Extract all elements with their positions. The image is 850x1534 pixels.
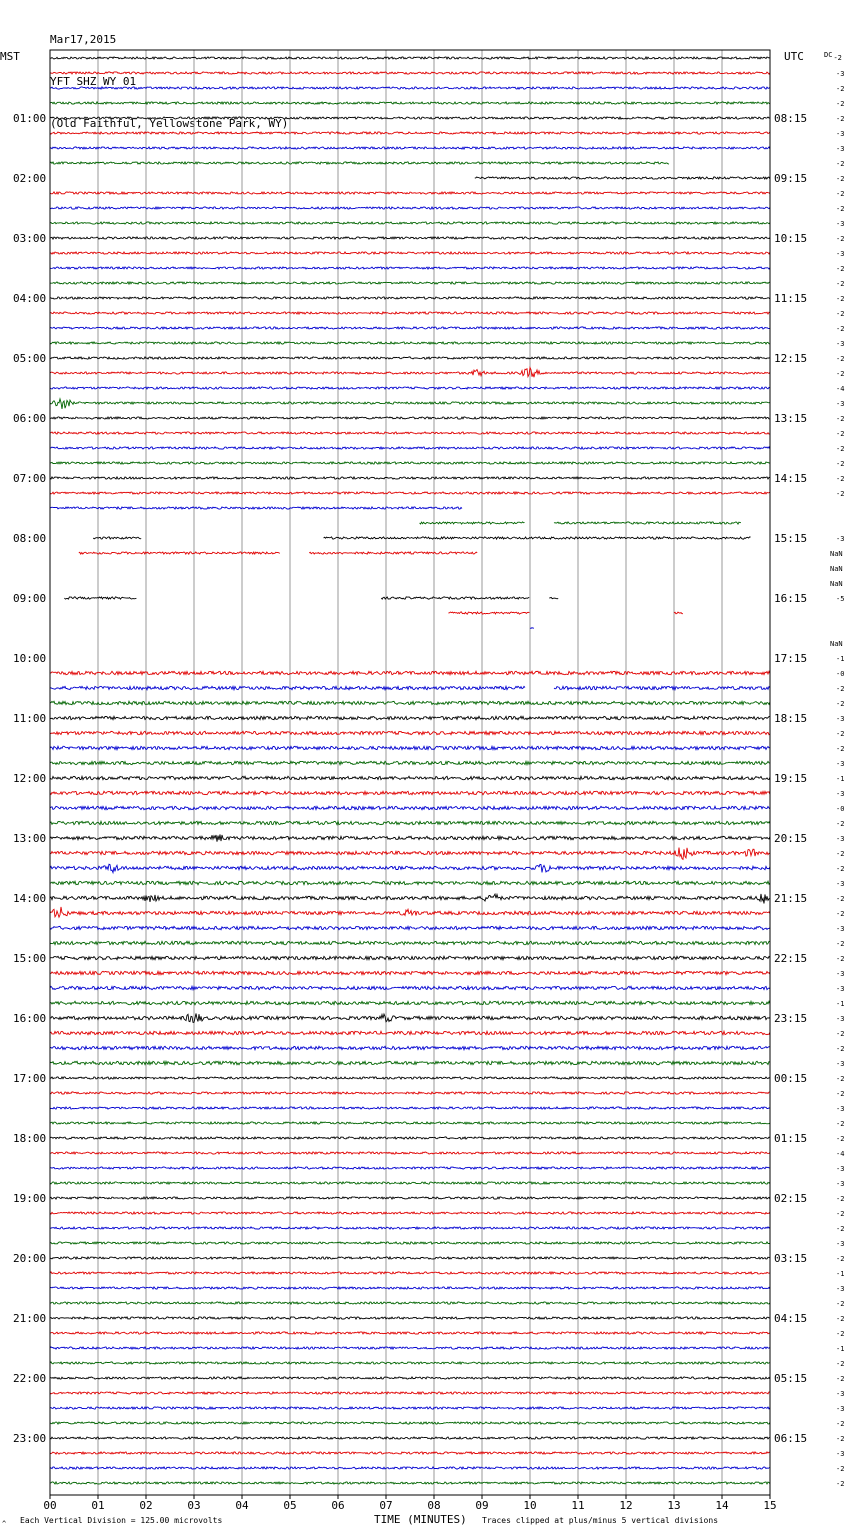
trace-segment bbox=[50, 731, 770, 734]
trace-segment bbox=[50, 971, 770, 974]
trace-segment bbox=[50, 87, 770, 89]
station-location: (Old Faithful, Yellowstone Park, WY) bbox=[50, 117, 289, 130]
plot-date: Mar17,2015 bbox=[50, 33, 117, 46]
trace-segment bbox=[50, 1242, 770, 1244]
row-offset-value: -2 bbox=[836, 1075, 845, 1083]
trace-segment bbox=[50, 342, 770, 344]
row-offset-value: -2 bbox=[836, 115, 845, 123]
trace-segment bbox=[50, 1137, 770, 1139]
row-offset-value: -2 bbox=[836, 940, 845, 948]
trace-segment bbox=[50, 492, 770, 494]
trace-segment bbox=[50, 417, 770, 419]
row-offset-value: NaN bbox=[830, 640, 843, 648]
row-offset-value: -2 bbox=[836, 700, 845, 708]
trace-segment bbox=[50, 312, 770, 314]
row-offset-value: -3 bbox=[836, 1105, 845, 1113]
x-tick-label: 02 bbox=[139, 1499, 153, 1512]
utc-hour-label: 15:15 bbox=[774, 532, 808, 545]
utc-hour-label: 09:15 bbox=[774, 172, 808, 185]
trace-segment bbox=[50, 746, 770, 749]
mst-hour-label: 18:00 bbox=[13, 1132, 47, 1145]
row-offset-value: -2 bbox=[836, 445, 845, 453]
utc-hour-label: 20:15 bbox=[774, 832, 808, 845]
row-offset-value: -2 bbox=[836, 1135, 845, 1143]
trace-segment bbox=[50, 1001, 770, 1004]
row-offset-value: -3 bbox=[836, 130, 845, 138]
row-offset-value: -3 bbox=[836, 1450, 845, 1458]
row-offset-value: -3 bbox=[836, 145, 845, 153]
row-offset-value: -3 bbox=[836, 760, 845, 768]
trace-segment bbox=[50, 821, 770, 824]
trace-segment bbox=[50, 894, 770, 904]
trace-segment bbox=[50, 282, 770, 284]
row-offset-value: NaN bbox=[830, 580, 843, 588]
x-tick-label: 10 bbox=[523, 1499, 537, 1512]
utc-hour-label: 11:15 bbox=[774, 292, 808, 305]
utc-hour-label: 05:15 bbox=[774, 1372, 808, 1385]
trace-segment bbox=[50, 686, 525, 689]
trace-segment bbox=[50, 1302, 770, 1304]
mst-hour-label: 21:00 bbox=[13, 1312, 47, 1325]
trace-segment bbox=[50, 1061, 770, 1064]
row-offset-value: -2 bbox=[836, 1030, 845, 1038]
row-offset-value: -3 bbox=[836, 70, 845, 78]
trace-segment bbox=[381, 597, 529, 599]
row-offset-value: -2 bbox=[836, 475, 845, 483]
plot-frame bbox=[50, 50, 770, 1495]
trace-segment bbox=[674, 612, 683, 614]
trace-segment bbox=[50, 1392, 770, 1394]
row-offset-value: -3 bbox=[836, 220, 845, 228]
trace-segment bbox=[50, 956, 770, 959]
trace-segment bbox=[50, 1422, 770, 1424]
trace-segment bbox=[50, 834, 770, 841]
trace-segment bbox=[50, 1014, 770, 1023]
utc-hour-label: 23:15 bbox=[774, 1012, 808, 1025]
row-offset-value: -3 bbox=[836, 880, 845, 888]
x-tick-label: 09 bbox=[475, 1499, 489, 1512]
trace-segment bbox=[50, 864, 770, 872]
row-offset-value: -2 bbox=[836, 1330, 845, 1338]
right-timezone-label: UTC bbox=[784, 50, 804, 63]
trace-segment bbox=[554, 522, 741, 524]
trace-segment bbox=[50, 907, 770, 917]
trace-segment bbox=[50, 1362, 770, 1364]
row-offset-value: -2 bbox=[836, 430, 845, 438]
row-offset-value: -2 bbox=[836, 235, 845, 243]
trace-segment bbox=[50, 297, 770, 299]
trace-segment bbox=[50, 1482, 770, 1484]
row-offset-value: -2 bbox=[836, 85, 845, 93]
row-offset-value: -2 bbox=[836, 490, 845, 498]
mst-hour-label: 16:00 bbox=[13, 1012, 47, 1025]
trace-segment bbox=[50, 207, 770, 209]
trace-segment bbox=[50, 1452, 770, 1454]
trace-segment bbox=[50, 941, 770, 944]
mst-hour-label: 01:00 bbox=[13, 112, 47, 125]
trace-segment bbox=[50, 716, 770, 719]
vertical-division-note: Each Vertical Division = 125.00 microvolts bbox=[20, 1516, 223, 1525]
row-offset-value: -5 bbox=[836, 595, 845, 603]
utc-hour-label: 06:15 bbox=[774, 1432, 808, 1445]
row-offset-value: -3 bbox=[836, 925, 845, 933]
row-offset-value: -3 bbox=[836, 1240, 845, 1248]
row-offset-value: -1 bbox=[836, 1345, 845, 1353]
mst-hour-label: 22:00 bbox=[13, 1372, 47, 1385]
mst-hour-label: 20:00 bbox=[13, 1252, 47, 1265]
row-offset-value: -2 bbox=[836, 865, 845, 873]
trace-segment bbox=[50, 1317, 770, 1319]
row-offset-value: -2 bbox=[836, 730, 845, 738]
row-offset-value: -0 bbox=[836, 805, 845, 813]
trace-segment bbox=[50, 387, 770, 389]
trace-segment bbox=[50, 926, 770, 929]
mst-hour-label: 13:00 bbox=[13, 832, 47, 845]
row-offset-value: -2 bbox=[836, 280, 845, 288]
trace-segment bbox=[93, 537, 141, 539]
row-offset-value: -2 bbox=[836, 190, 845, 198]
trace-segment bbox=[50, 432, 770, 434]
x-tick-label: 07 bbox=[379, 1499, 393, 1512]
row-offset-value: -2 bbox=[836, 325, 845, 333]
row-offset-value: -2 bbox=[836, 160, 845, 168]
trace-segment bbox=[50, 267, 770, 269]
utc-hour-label: 01:15 bbox=[774, 1132, 808, 1145]
row-offset-value: -2 bbox=[836, 295, 845, 303]
utc-hour-label: 18:15 bbox=[774, 712, 808, 725]
utc-hour-label: 14:15 bbox=[774, 472, 808, 485]
row-offset-value: -2 bbox=[836, 1045, 845, 1053]
trace-segment bbox=[64, 597, 136, 599]
trace-segment bbox=[50, 1347, 770, 1349]
trace-segment bbox=[475, 177, 770, 179]
trace-segment bbox=[50, 399, 770, 409]
trace-segment bbox=[50, 477, 770, 479]
row-offset-value: -0 bbox=[836, 670, 845, 678]
x-tick-label: 12 bbox=[619, 1499, 633, 1512]
row-offset-value: -2 bbox=[836, 1420, 845, 1428]
utc-hour-label: 08:15 bbox=[774, 112, 808, 125]
utc-hour-label: 02:15 bbox=[774, 1192, 808, 1205]
row-offset-value: -3 bbox=[836, 1390, 845, 1398]
row-offset-value: -2 bbox=[836, 310, 845, 318]
trace-segment bbox=[50, 881, 770, 884]
utc-hour-label: 00:15 bbox=[774, 1072, 808, 1085]
utc-hour-label: 21:15 bbox=[774, 892, 808, 905]
trace-segment bbox=[50, 986, 770, 989]
trace-segment bbox=[50, 1287, 770, 1289]
trace-rows bbox=[50, 57, 770, 1484]
mst-hour-label: 06:00 bbox=[13, 412, 47, 425]
row-offset-value: -3 bbox=[836, 985, 845, 993]
trace-segment bbox=[50, 507, 462, 509]
mst-hour-label: 07:00 bbox=[13, 472, 47, 485]
trace-segment bbox=[50, 357, 770, 359]
trace-segment bbox=[50, 1407, 770, 1409]
trace-segment bbox=[549, 597, 558, 598]
trace-segment bbox=[50, 806, 770, 809]
row-offset-value: -2 bbox=[836, 265, 845, 273]
trace-segment bbox=[50, 102, 770, 104]
trace-segment bbox=[50, 447, 770, 449]
trace-segment bbox=[50, 1257, 770, 1259]
row-offset-value: -2 bbox=[836, 955, 845, 963]
row-offset-value: -3 bbox=[836, 1015, 845, 1023]
utc-hour-label: 16:15 bbox=[774, 592, 808, 605]
trace-segment bbox=[50, 1182, 770, 1184]
trace-segment bbox=[50, 1437, 770, 1439]
x-tick-label: 06 bbox=[331, 1499, 345, 1512]
trace-segment bbox=[50, 1227, 770, 1229]
x-tick-label: 13 bbox=[667, 1499, 681, 1512]
row-offset-value: -2 bbox=[836, 820, 845, 828]
x-tick-label: 00 bbox=[43, 1499, 57, 1512]
trace-segment bbox=[50, 1107, 770, 1109]
row-offset-value: -2 bbox=[836, 205, 845, 213]
trace-segment bbox=[50, 1122, 770, 1124]
trace-segment bbox=[50, 761, 770, 764]
x-axis-title: TIME (MINUTES) bbox=[374, 1513, 467, 1526]
utc-hour-label: 22:15 bbox=[774, 952, 808, 965]
trace-segment bbox=[50, 147, 770, 149]
trace-segment bbox=[50, 327, 770, 329]
trace-segment bbox=[530, 628, 534, 629]
trace-segment bbox=[554, 686, 770, 689]
utc-hour-label: 17:15 bbox=[774, 652, 808, 665]
x-tick-label: 03 bbox=[187, 1499, 201, 1512]
row-offset-value: -1 bbox=[836, 1270, 845, 1278]
row-offset-value: -3 bbox=[836, 535, 845, 543]
x-tick-label: 14 bbox=[715, 1499, 729, 1512]
row-offset-value: -2 bbox=[836, 1225, 845, 1233]
row-offset-value: -3 bbox=[836, 1285, 845, 1293]
mst-hour-label: 14:00 bbox=[13, 892, 47, 905]
trace-segment bbox=[50, 848, 770, 860]
x-tick-label: 11 bbox=[571, 1499, 585, 1512]
trace-segment bbox=[50, 1046, 770, 1049]
row-offset-value: -3 bbox=[836, 835, 845, 843]
row-offset-value: -2 bbox=[836, 910, 845, 918]
mst-hour-label: 10:00 bbox=[13, 652, 47, 665]
row-offset-value: -3 bbox=[836, 970, 845, 978]
mst-hour-label: 17:00 bbox=[13, 1072, 47, 1085]
row-offset-value: -2 bbox=[836, 1315, 845, 1323]
trace-segment bbox=[50, 791, 770, 794]
trace-segment bbox=[50, 462, 770, 464]
x-tick-label: 15 bbox=[763, 1499, 777, 1512]
row-offset-value: -2 bbox=[836, 415, 845, 423]
trace-segment bbox=[50, 72, 770, 74]
trace-segment bbox=[50, 1332, 770, 1334]
row-offset-value: -3 bbox=[836, 250, 845, 258]
row-offset-value: -2 bbox=[836, 1465, 845, 1473]
row-offset-value: -2 bbox=[836, 175, 845, 183]
row-offset-value: -2 bbox=[836, 1375, 845, 1383]
left-timezone-label: MST bbox=[0, 50, 20, 63]
trace-segment bbox=[324, 537, 751, 539]
trace-segment bbox=[50, 1197, 770, 1199]
trace-segment bbox=[50, 701, 770, 704]
mst-hour-label: 08:00 bbox=[13, 532, 47, 545]
row-offset-value: -2 bbox=[836, 1090, 845, 1098]
mst-hour-label: 02:00 bbox=[13, 172, 47, 185]
minute-gridlines bbox=[50, 50, 770, 1495]
mst-hour-label: 15:00 bbox=[13, 952, 47, 965]
row-offset-value: -3 bbox=[836, 1180, 845, 1188]
mst-hour-label: 19:00 bbox=[13, 1192, 47, 1205]
trace-segment bbox=[50, 1152, 770, 1154]
trace-segment bbox=[50, 1092, 770, 1094]
trace-segment bbox=[50, 1467, 770, 1469]
mst-hour-label: 11:00 bbox=[13, 712, 47, 725]
row-offset-value: -2 bbox=[836, 1195, 845, 1203]
mst-hour-label: 09:00 bbox=[13, 592, 47, 605]
row-offset-value: -1 bbox=[836, 655, 845, 663]
trace-segment bbox=[50, 222, 770, 224]
row-offset-value: -3 bbox=[836, 1165, 845, 1173]
row-offset-value: -1 bbox=[836, 1000, 845, 1008]
trace-segment bbox=[448, 612, 529, 614]
trace-segment bbox=[420, 522, 525, 524]
trace-segment bbox=[50, 1167, 770, 1169]
row-offset-value: -2 bbox=[836, 355, 845, 363]
row-offset-value: -3 bbox=[836, 400, 845, 408]
trace-segment bbox=[79, 552, 280, 554]
row-offset-value: -2 bbox=[836, 1480, 845, 1488]
trace-segment bbox=[50, 1377, 770, 1379]
row-offset-value: -2 bbox=[836, 685, 845, 693]
row-offset-value: -2 bbox=[836, 1210, 845, 1218]
row-offset-value: -4 bbox=[836, 385, 845, 393]
mst-hour-label: 03:00 bbox=[13, 232, 47, 245]
trace-segment bbox=[50, 1031, 770, 1034]
mst-hour-label: 04:00 bbox=[13, 292, 47, 305]
utc-hour-label: 12:15 bbox=[774, 352, 808, 365]
mst-hour-label: 23:00 bbox=[13, 1432, 47, 1445]
row-offset-value: -3 bbox=[836, 715, 845, 723]
trace-segment bbox=[50, 57, 770, 59]
row-offset-value: -1 bbox=[836, 775, 845, 783]
trace-segment bbox=[50, 1272, 770, 1274]
row-offset-value: -2 bbox=[836, 1255, 845, 1263]
trace-segment bbox=[50, 368, 770, 378]
utc-hour-label: 03:15 bbox=[774, 1252, 808, 1265]
row-offset-value: -2 bbox=[836, 850, 845, 858]
clip-note: Traces clipped at plus/minus 5 vertical divisions bbox=[482, 1516, 719, 1525]
row-offset-value: -2 bbox=[836, 460, 845, 468]
utc-hour-label: 13:15 bbox=[774, 412, 808, 425]
row-offset-value: -2 bbox=[836, 1120, 845, 1128]
axis-labels bbox=[13, 70, 844, 1512]
row-offset-value: NaN bbox=[830, 550, 843, 558]
trace-segment bbox=[50, 237, 770, 239]
row-offset-value: -2 bbox=[836, 100, 845, 108]
row-offset-value: -4 bbox=[836, 1150, 845, 1158]
mst-hour-label: 12:00 bbox=[13, 772, 47, 785]
dc-label: DC-2 bbox=[824, 51, 842, 62]
utc-hour-label: 04:15 bbox=[774, 1312, 808, 1325]
utc-hour-label: 19:15 bbox=[774, 772, 808, 785]
trace-segment bbox=[50, 132, 770, 134]
x-tick-label: 05 bbox=[283, 1499, 297, 1512]
x-tick-label: 01 bbox=[91, 1499, 105, 1512]
row-offset-value: -3 bbox=[836, 1060, 845, 1068]
row-offset-value: -2 bbox=[836, 745, 845, 753]
x-tick-label: 08 bbox=[427, 1499, 441, 1512]
row-offset-value: -3 bbox=[836, 340, 845, 348]
row-offset-value: -2 bbox=[836, 370, 845, 378]
trace-segment bbox=[50, 117, 770, 119]
trace-segment bbox=[50, 671, 770, 674]
footer-left-mark: ^ bbox=[2, 1520, 7, 1528]
trace-segment bbox=[50, 1212, 770, 1214]
trace-segment bbox=[50, 776, 770, 779]
row-offset-value: -2 bbox=[836, 1360, 845, 1368]
trace-segment bbox=[50, 192, 770, 194]
row-offset-value: -2 bbox=[836, 1435, 845, 1443]
row-offset-value: -2 bbox=[836, 895, 845, 903]
trace-segment bbox=[50, 252, 770, 254]
x-tick-label: 04 bbox=[235, 1499, 249, 1512]
row-offset-value: -3 bbox=[836, 790, 845, 798]
mst-hour-label: 05:00 bbox=[13, 352, 47, 365]
station-code: YFT SHZ WY 01 bbox=[50, 75, 137, 88]
row-offset-value: -3 bbox=[836, 1405, 845, 1413]
trace-segment bbox=[50, 162, 669, 164]
row-offset-value: -2 bbox=[836, 1300, 845, 1308]
row-offset-value: NaN bbox=[830, 565, 843, 573]
utc-hour-label: 10:15 bbox=[774, 232, 808, 245]
trace-segment bbox=[50, 1077, 770, 1079]
trace-segment bbox=[309, 552, 477, 554]
